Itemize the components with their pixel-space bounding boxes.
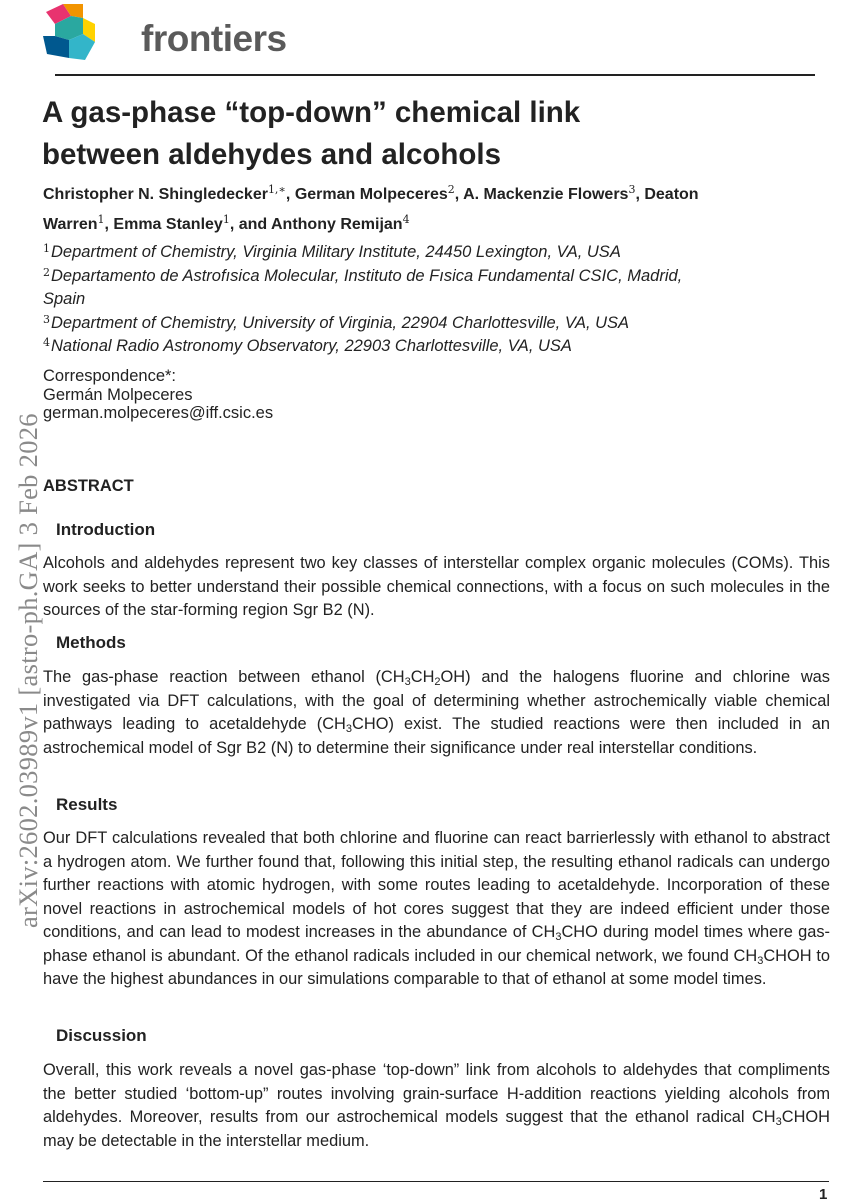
- author: Christopher N. Shingledecker: [43, 186, 268, 203]
- author-affil-mark: 2: [447, 183, 455, 196]
- author-separator: ,: [104, 216, 114, 233]
- author-separator: ,: [454, 186, 464, 203]
- correspondence-label: Correspondence*:: [43, 367, 176, 385]
- author-affil-mark: 4: [402, 213, 410, 226]
- affiliation-text: National Radio Astronomy Observatory, 22903 Charlottesville, VA, USA: [51, 337, 572, 355]
- affiliation-number: 4: [43, 336, 50, 349]
- affiliation-number: 3: [43, 312, 50, 326]
- affiliation: [43, 241, 763, 265]
- paper-title: [42, 92, 702, 176]
- affiliation-text: Departamento de Astrofısica Molecular, Instituto de Fısica Fundamental CSIC, Madrid, Spain: [43, 266, 683, 308]
- formula-subscript: 3: [775, 1116, 782, 1128]
- section-text-discussion: Overall, this work reveals a novel gas-phase ‘top-down” link from alcohols to aldehydes that compliments the better studied ‘bottom-up” routes involving grain-surface H-addition reactions yielding alcohols from aldehydes. Moreover, results from our astrochemical models suggest that the ethanol radical $CH_3CHOH$ may be detectable in the interstellar medium.: [43, 1061, 830, 1150]
- correspondence-email[interactable]: german.molpeceres@iff.csic.es: [43, 404, 274, 422]
- journal-logo: [43, 2, 287, 64]
- section-heading-results: Results: [56, 795, 118, 814]
- section-heading-introduction: Introduction: [56, 520, 156, 539]
- author-affil-mark: 1: [222, 213, 230, 226]
- frontiers-wordmark: frontiers: [141, 18, 287, 59]
- section-text-methods: The gas-phase reaction between ethanol $(CH_3CH_2OH)$ and the halogens fluorine and chlorine was investigated via DFT calculations, with the goal of determining whether astrochemically viable chemical pathways leading to acetaldehyde $(CH_3CHO)$ exist. The studied reactions were then included in an astrochemical model of Sgr B2 (N) to determine their significance under real interstellar conditions.: [43, 668, 830, 757]
- author: Deaton Warren: [43, 186, 699, 233]
- footer-rule: [43, 1181, 829, 1182]
- author-affil-mark: 1,∗: [267, 183, 286, 196]
- affiliation-text: Department of Chemistry, Virginia Military Institute, 24450 Lexington, VA, USA: [51, 243, 621, 261]
- author-affil-mark: 3: [628, 183, 636, 196]
- author: Anthony Remijan: [271, 216, 403, 233]
- author: German Molpeceres: [294, 186, 448, 203]
- affiliation-text: Department of Chemistry, University of Virginia, 22904 Charlottesville, VA, USA: [51, 313, 630, 332]
- section-heading-discussion: Discussion: [56, 1026, 147, 1045]
- title-line-2: between aldehydes and alcohols: [42, 138, 502, 171]
- author-affil-mark: 1: [97, 213, 105, 226]
- author: Emma Stanley: [113, 216, 223, 233]
- affiliation-number: 1: [43, 242, 50, 255]
- formula-subscript: 3: [345, 723, 353, 735]
- section-heading-methods: Methods: [56, 633, 126, 652]
- formula-subscript: 3: [757, 954, 764, 967]
- correspondence-name: Germán Molpeceres: [43, 385, 193, 404]
- title-line-1: A gas-phase “top-down” chemical link: [42, 96, 581, 129]
- author-separator: ,: [635, 186, 645, 203]
- arxiv-stamp: [0, 0, 43, 928]
- correspondence: [43, 367, 443, 423]
- author-list: [43, 180, 743, 240]
- formula-subscript: 2: [434, 676, 441, 688]
- page-number: 1: [819, 1186, 828, 1203]
- formula-subscript: 3: [555, 931, 562, 943]
- author-separator: , and: [229, 216, 271, 233]
- header-rule: [55, 74, 815, 76]
- section-text-introduction: Alcohols and aldehydes represent two key classes of interstellar complex organic molecules (COMs). This work seeks to better understand their possible chemical connections, with a focus on such molecules in the sources of the star-forming region Sgr B2 (N).: [43, 554, 830, 619]
- section-text-results: Our DFT calculations revealed that both chlorine and fluorine can react barrierlessly with ethanol to abstract a hydrogen atom. We further found that, following this initial step, the resulting ethanol radicals can undergo further reactions with atomic hydrogen, with some routes leading to acetaldehyde. Incorporation of these novel reactions in astrochemical models of hot cores suggest that they are indeed efficient under those conditions, and can lead to modest increases in the abundance of $CH_3CHO$ during model times where gas-phase ethanol is abundant. Of the ethanol radicals included in our chemical network, we found $CH_3CHOH$ to have the highest abundances in our simulations comparable to that of ethanol at some model times.: [43, 829, 831, 988]
- affiliation: [43, 335, 763, 359]
- affiliation: [43, 312, 763, 336]
- affiliations: [43, 241, 763, 359]
- affiliation: [43, 265, 703, 312]
- author-separator: ,: [285, 186, 295, 203]
- frontiers-logo-icon: [43, 2, 135, 64]
- abstract-heading: ABSTRACT: [43, 477, 134, 495]
- arxiv-stamp-text: arXiv:2602.03989v1 [astro-ph.GA] 3 Feb 2026: [13, 413, 43, 928]
- formula-subscript: 3: [404, 676, 411, 688]
- affiliation-number: 2: [43, 265, 50, 279]
- author: A. Mackenzie Flowers: [463, 186, 629, 203]
